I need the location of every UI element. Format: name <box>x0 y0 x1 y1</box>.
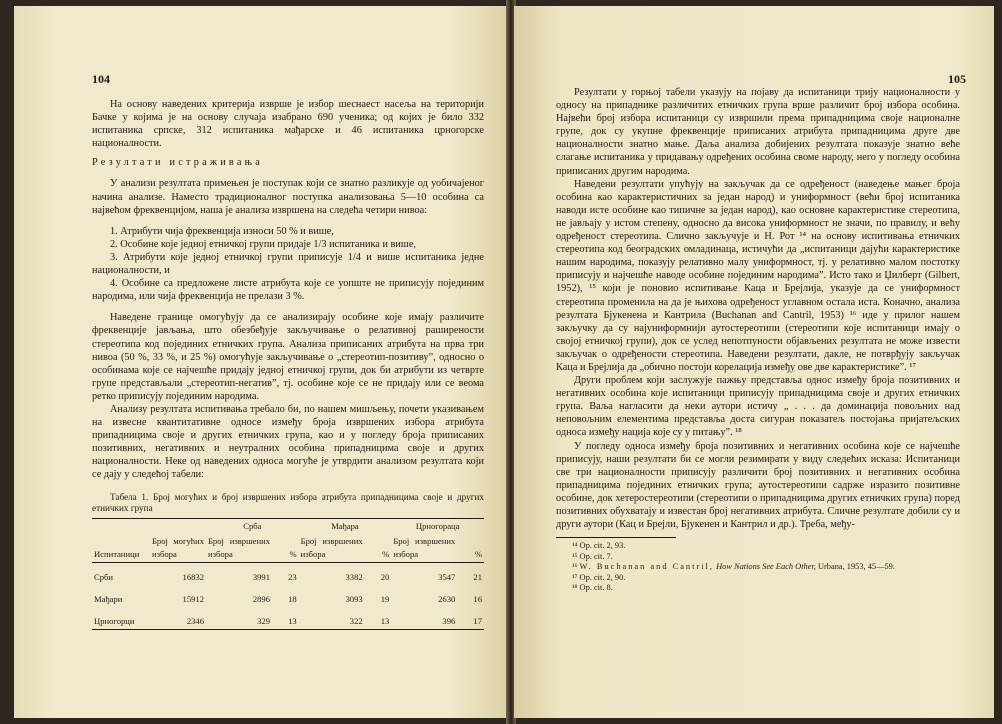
footnote-mark: ¹⁶ <box>572 562 578 572</box>
paragraph: Резултати у горњој табели указују на појаву да испитаници трију националности у односу на припаднике различитих етничких група врше различит број избора особина. Највећи број избора испитаници су извршили према припадницима своје националне групе, док су укупне фреквенције приписаних атрибута припадницима друге две националности знатно мање. Даља анализа добијених резултата показује знатно веће слагање испитаника у придавању одређених особина своме народу, него у погледу особина приписаних другим народима. <box>556 87 960 177</box>
table-cell: 19 <box>380 593 390 604</box>
table-cell: 21 <box>473 571 482 582</box>
table-cell: Срби <box>94 571 114 582</box>
table-cell: 3382 <box>345 571 363 582</box>
list-item: 2. Особине које једној етничкој групи придаје 1/3 испитаника и више, <box>110 238 416 250</box>
table-cell: 322 <box>349 616 363 626</box>
list-item: 4. Особине са предложене листе атрибута које се уопште не приписују појединим народима, или чија фреквенција не прелази 3 %. <box>92 278 484 303</box>
right-page <box>514 6 994 718</box>
table-caption: Табела 1. Број могућих и број извршених избора атрибута припадницима своје и других етничких група <box>92 491 484 513</box>
table-cell: 329 <box>257 616 270 626</box>
page-number-left: 104 <box>92 72 110 86</box>
table-cell: Црногорци <box>94 616 135 626</box>
table-cell: 2896 <box>252 593 270 604</box>
table-cell: 2346 <box>186 616 204 626</box>
table-cell: Мађари <box>94 593 123 604</box>
table-group-header-row <box>92 518 484 534</box>
paragraph: На основу наведених критерија изврше је избор шеснаест насеља на територији Бачке у којима је на основу случаја изабрано 690 ученика; од којих је било 332 испитаника српске, 312 испитаника мађарске и 46 испитаника црногорске националности. <box>92 99 484 150</box>
paragraph: Наведене границе омогућују да се анализирају особине које имају различите фреквенције јављања, што обезбеђује закључивање о релативној раширености стереотипа код појединих етничких група. Анализа приписаних атрибута на прва три нивоа (50 %, 33 %, и 25 %) омогућује закључивање о „стереотип-позитиву”, односно о особинама које се најчешће придају једној етничкој групи, док би атрибути из четврте групе представљали „стереотип-негатив”, тј. особине које се не придају или се веома ретко приписују појединим народима. <box>92 312 484 402</box>
group-header: Срба <box>243 520 262 531</box>
paragraph: У погледу односа између броја позитивних и негативних особина које се најчешће приписују, наши резултати би се могли резимирати у виду следећих исказа: Испитаници све три националности приписују различити број позитивних и негативних особина припадницима појединих етничких група; аутостереотипи садрже изразито позитивне особине, док хетеростереотипи (стереотипи о припадницима других етничких група) поред позитивних обухватају и известан број негативних атрибута. Сличне резултате добили су и други аутори (Кац и Брејли, Бјукенен и Кантрил и др.). Треба, међу- <box>556 440 960 531</box>
column-header: Број извршених избора <box>300 535 363 559</box>
group-header: Мађара <box>331 520 359 531</box>
table-cell: 3547 <box>438 571 456 582</box>
data-table <box>92 518 484 631</box>
table-cell: 17 <box>473 616 482 626</box>
table-cell: 16 <box>473 593 482 604</box>
table-cell: 13 <box>380 616 390 626</box>
table-row <box>92 607 484 630</box>
paragraph: Анализу резултата испитивања требало би, по нашем мишљењу, почети указивањем на извесне квантитативне односе између броја извршених избора атрибута припадницима своје и других етничких група, као и у погледу броја приписаних позитивних, негативних и неутралних особина припадницима своје и других националности. Неке од наведених односа могуће је утврдити анализом резултата који се дају у следећој табели: <box>92 403 484 481</box>
table-cell: 23 <box>288 571 297 582</box>
table-cell: 2630 <box>438 593 456 604</box>
column-header: Број извршених избора <box>393 535 456 559</box>
footnote-title: How Nations See Each Other, <box>716 562 816 572</box>
table-row <box>92 585 484 607</box>
column-header: % <box>289 548 297 559</box>
footnote: ¹⁵ Op. cit. 7. <box>572 551 613 561</box>
table-cell: 20 <box>380 571 390 582</box>
list-item: 3. Атрибути које једној етничкој групи приписује 1/4 и више испитаника једне националности, и <box>92 251 484 277</box>
table-cell: 396 <box>442 616 456 626</box>
table-cell: 18 <box>288 593 297 604</box>
table-header-row <box>92 534 484 563</box>
footnote: ¹⁴ Op. cit. 2, 93. <box>572 541 626 551</box>
footnote: ¹⁸ Op. cit. 8. <box>572 583 613 593</box>
column-header: Испитаници <box>94 548 140 559</box>
paragraph: Наведени резултати упућују на закључак да се одређеност (наведење мањег броја особина као карактеристичних за један народ) и униформност (већи број испитаника наводи исте особине као типичне за један народ), као основне карактеристике стереотипа, не јављају у истом степену, односно да висока униформност не значи, по правилу, и већу одређеност стереотипа. Слично закључује и Н. Рот ¹⁴ на основу испитивања етничких стереотипа код београдских омладинаца, истичући да „испитаници дајући карактеристике нашим народима, показују релативно малу униформност, тј. у релативно малом постотку приписују и најчешће наводе особине појединим народима”. Исто тако и Џилберт (Gilbert, 1952), ¹⁵ који је поновио испитивање Каца и Брејлија, указује да се униформност стереотипа променила на да је њихова одређеност углавном остала иста. Коначно, анализа резултата Бјукенена и Кантрила (Buchanan and Cantril, 1953) ¹⁶ иде у прилог нашем закључку да су најуниформнији аутостереотипи (стереотипи које испитаници имају о својој етничкој групи), док се услед непотпуности објављених резултата не може извести закључак о одређености стереотипа. Наведени резултати, дакле, не потврђују закључак Каца и Брејлија да „обично постоји корелација између ове две карактеристике”. ¹⁷ <box>556 178 960 373</box>
page-number-right: 105 <box>948 72 966 86</box>
table-cell: 13 <box>288 616 297 626</box>
left-text-column <box>92 98 484 630</box>
paragraph: У анализи резултата примењен је поступак који се знатно разликује од уобичајеног начина анализе. Наместо традиционалног поступка анализовања 5—10 особина са највећом фреквенцијом, наша је анализа извршена на следећа четири нивоа: <box>92 178 484 216</box>
paragraph: Други проблем који заслужује пажњу представља однос између броја позитивних и негативних особина које испитаници приписују припадницима своје и других етничких група. Ваља нагласити да неки аутори истичу „ . . . да доминација повољних над неповољним елементима представља доста сигуран показатељ постојања пријатељских односа између нација које су у питању”. ¹⁸ <box>556 375 960 439</box>
right-text-column <box>556 86 960 594</box>
table-cell: 15912 <box>182 593 204 604</box>
group-header: Црногораца <box>415 520 460 531</box>
footnote-rest: Urbana, 1953, 45—59. <box>817 562 895 572</box>
table-cell: 3991 <box>252 571 270 582</box>
table-cell: 3093 <box>345 593 363 604</box>
footnote-rule <box>556 537 676 538</box>
section-heading: Резултати истраживања <box>92 157 264 169</box>
column-header: Број могућих избора <box>152 535 204 559</box>
table-row <box>92 562 484 585</box>
left-page <box>14 6 508 718</box>
table-cell: 16832 <box>182 571 204 582</box>
footnote-authors: W. Buchanan and Cantril, <box>579 562 714 572</box>
column-header: % <box>382 548 390 559</box>
list-item: 1. Атрибути чија фреквенција износи 50 % и више, <box>110 225 334 237</box>
footnote: ¹⁷ Op. cit. 2, 90. <box>572 572 626 582</box>
column-header: Број извршених избора <box>208 535 270 559</box>
column-header: % <box>474 548 482 559</box>
footnote <box>556 562 960 573</box>
